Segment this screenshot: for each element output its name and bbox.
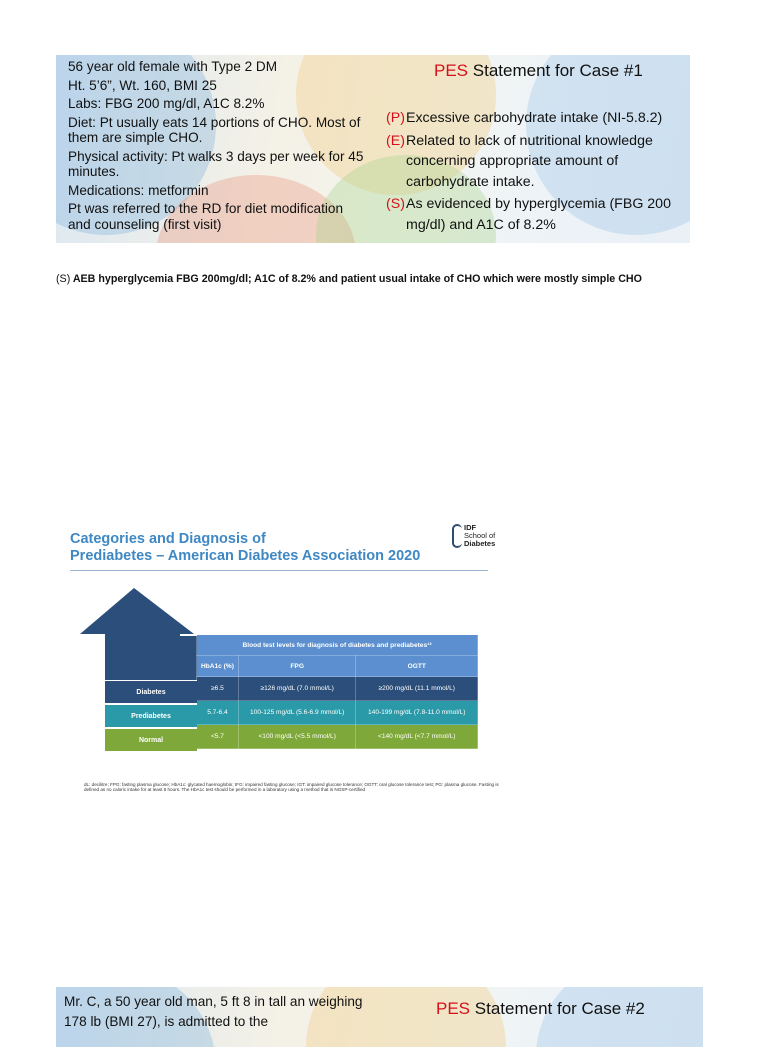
pes-item-problem xyxy=(386,108,686,129)
column-header: HbA1c (%) xyxy=(197,656,239,677)
table-cell: 140-199 mg/dL (7.8-11.0 mmol/L) xyxy=(356,701,478,725)
logo-line: Diabetes xyxy=(464,539,496,548)
pes-tag: (E) xyxy=(386,132,405,149)
table-row xyxy=(197,701,478,725)
table-caption: Blood test levels for diagnosis of diabetes and prediabetes¹³ xyxy=(197,635,478,656)
case-line: 56 year old female with Type 2 DM xyxy=(68,59,278,74)
case-line: Pt was referred to the RD for diet modification and counseling (first visit) xyxy=(68,201,344,232)
table-row xyxy=(197,677,478,701)
table-cell: 5.7-6.4 xyxy=(197,701,239,725)
up-arrow-icon xyxy=(80,588,200,638)
row-label-prediabetes: Prediabetes xyxy=(105,705,197,727)
idf-logo-mark-icon xyxy=(452,524,462,548)
pes-prefix: PES xyxy=(436,999,471,1018)
title-line: Categories and Diagnosis of xyxy=(70,531,266,547)
caption-text: AEB hyperglycemia FBG 200mg/dl; A1C of 8.2% and patient usual intake of CHO which were mostly simple CHO xyxy=(70,273,642,285)
case-line: Ht. 5’6”, Wt. 160, BMI 25 xyxy=(68,77,217,93)
case1-slide xyxy=(56,55,690,243)
caption-tag: (S) xyxy=(56,273,71,285)
pes-text: Related to lack of nutritional knowledge concerning appropriate amount of carbohydrate intake. xyxy=(406,132,653,190)
row-label-diabetes: Diabetes xyxy=(105,681,197,703)
diagnosis-table xyxy=(196,634,478,749)
idf-logo xyxy=(452,522,512,556)
case-line: Medications: metformin xyxy=(68,182,209,198)
title-divider xyxy=(70,570,488,571)
table-row xyxy=(197,725,478,749)
pes-prefix: PES xyxy=(434,61,469,80)
table-cell: <5.7 xyxy=(197,725,239,749)
footnote: dL: decilitre; FPG: fasting plasma glucose; HbA1c: glycated haemoglobin; IFG: impaired fasting glucose; IGT: impaired glucose tolerance; OGTT: oral glucose tolerance test; PG: plasma glucose. Fasting is defined as no caloric intake for at least 8 hours. The HbA1c test should be performed in a laboratory using a method that is NGSP-certified xyxy=(84,782,499,793)
table-cell: ≥200 mg/dL (11.1 mmol/L) xyxy=(356,677,478,701)
case2-details: Mr. C, a 50 year old man, 5 ft 8 in tall an weighing 178 lb (BMI 27), is admitted to the xyxy=(64,994,363,1029)
pes-tag: (P) xyxy=(386,110,405,126)
pes-title xyxy=(436,999,645,1019)
logo-line: School of xyxy=(464,531,496,540)
case-line: Diet: Pt usually eats 14 portions of CHO. Most of them are simple CHO. xyxy=(68,114,361,145)
column-header: FPG xyxy=(238,656,356,677)
pes-title-text: Statement for Case #1 xyxy=(468,61,643,80)
table-cell: 100-125 mg/dL (5.6-6.9 mmol/L) xyxy=(238,701,356,725)
case-line: Physical activity: Pt walks 3 days per week for 45 minutes. xyxy=(68,148,364,179)
pes-list xyxy=(386,108,686,237)
column-header: OGTT xyxy=(356,656,478,677)
table-cell: ≥6.5 xyxy=(197,677,239,701)
pes-tag: (S) xyxy=(386,196,405,212)
case1-details xyxy=(68,59,368,235)
title-line: Prediabetes – American Diabetes Association 2020 xyxy=(70,548,421,564)
table-cell: <100 mg/dL (<5.5 mmol/L) xyxy=(238,725,356,749)
table-cell: <140 mg/dL (<7.7 mmol/L) xyxy=(356,725,478,749)
aeb-caption xyxy=(56,273,642,285)
pes-text: As evidenced by hyperglycemia (FBG 200 mg/dl) and A1C of 8.2% xyxy=(406,196,671,233)
pes-item-etiology xyxy=(386,131,686,193)
row-label-normal: Normal xyxy=(105,729,197,751)
pes-title xyxy=(434,61,643,81)
table-cell: ≥126 mg/dL (7.0 mmol/L) xyxy=(238,677,356,701)
ada-diagnosis-slide xyxy=(62,518,510,816)
slide-title xyxy=(70,531,420,565)
case2-slide xyxy=(56,987,703,1047)
arrow-shaft xyxy=(105,636,197,680)
case-line: Labs: FBG 200 mg/dl, A1C 8.2% xyxy=(68,96,265,111)
pes-text: Excessive carbohydrate intake (NI-5.8.2) xyxy=(406,110,663,126)
pes-title-text: Statement for Case #2 xyxy=(470,999,645,1018)
pes-item-signs xyxy=(386,194,686,235)
logo-line: IDF xyxy=(464,523,477,532)
